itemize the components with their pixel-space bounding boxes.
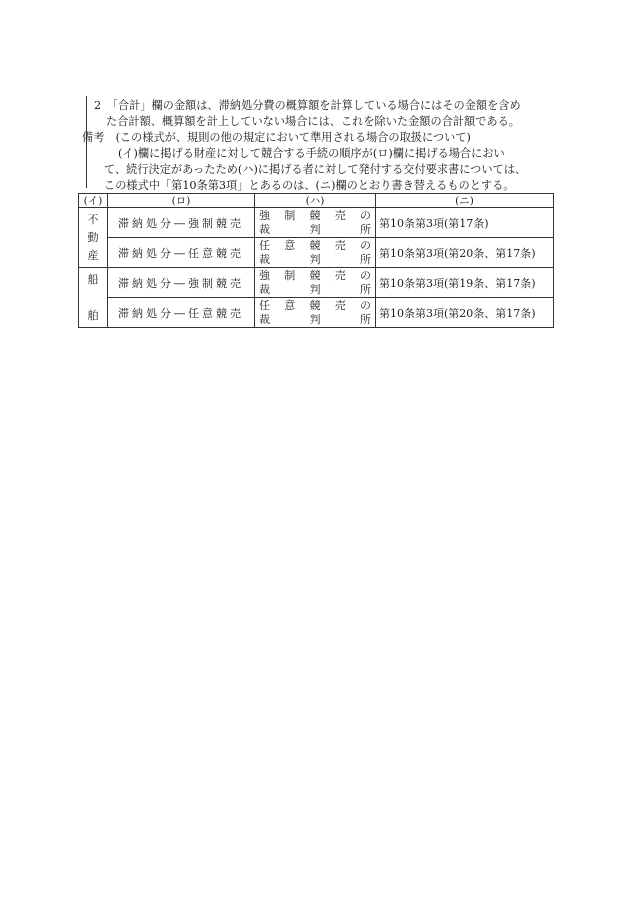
group-char: 舶 — [87, 308, 99, 322]
recipient-char: 所 — [360, 252, 371, 266]
recipient-char: 強 — [259, 208, 270, 222]
recipient-char: 制 — [284, 268, 296, 282]
row-recipient — [255, 208, 376, 238]
note-item-2-line-1: 2 「合計」欄の金額は、滞納処分費の概算額を計算している場合にはその金額を含め — [94, 99, 521, 112]
recipient-char: 売 — [334, 238, 346, 252]
recipient-char: 売 — [334, 298, 346, 312]
row-procedure: 滞納処分―強制競売 — [108, 208, 255, 238]
recipient-char: 強 — [259, 268, 270, 282]
group-char: 動 — [87, 230, 99, 244]
row-procedure: 滞納処分―任意競売 — [108, 238, 255, 268]
row-replacement: 第10条第3項(第17条) — [376, 208, 554, 238]
group-ship — [79, 268, 108, 328]
recipient-char: 競 — [309, 238, 321, 252]
recipient-char: 売 — [334, 208, 346, 222]
table-row — [79, 268, 554, 298]
recipient-char: 裁 — [259, 282, 270, 296]
table-row — [79, 238, 554, 268]
recipient-char: 判 — [309, 282, 321, 296]
row-recipient — [255, 298, 376, 328]
recipient-char: 競 — [309, 298, 321, 312]
header-i: (イ) — [79, 194, 108, 208]
recipient-char: 裁 — [259, 252, 270, 266]
recipient-char: 裁 — [259, 222, 270, 236]
recipient-char: 競 — [309, 268, 321, 282]
recipient-char: 任 — [259, 298, 270, 312]
row-recipient — [255, 238, 376, 268]
recipient-char: 意 — [284, 238, 296, 252]
notes-block — [82, 98, 560, 194]
row-procedure: 滞納処分―強制競売 — [108, 268, 255, 298]
header-ro: (ロ) — [108, 194, 255, 208]
group-real-estate — [79, 208, 108, 268]
recipient-char: 判 — [309, 222, 321, 236]
note-item-2-line-2: た合計額、概算額を計上していない場合には、これを除いた金額の合計額である。 — [106, 115, 520, 128]
row-recipient — [255, 268, 376, 298]
recipient-char: 所 — [360, 282, 371, 296]
recipient-char: 制 — [284, 208, 296, 222]
recipient-char: 売 — [334, 268, 346, 282]
group-char: 産 — [87, 248, 99, 262]
recipient-char: 所 — [360, 312, 371, 326]
recipient-char: の — [360, 298, 371, 312]
recipient-char: の — [360, 268, 371, 282]
recipient-char: 裁 — [259, 312, 270, 326]
table-row — [79, 298, 554, 328]
recipient-char: の — [360, 208, 371, 222]
substitution-table — [78, 193, 554, 328]
row-replacement: 第10条第3項(第19条、第17条) — [376, 268, 554, 298]
biko-paragraph-line-1: (イ)欄に掲げる財産に対して競合する手続の順序が(ロ)欄に掲げる場合におい — [118, 147, 505, 160]
header-ni: (ニ) — [376, 194, 554, 208]
header-ha: (ハ) — [255, 194, 376, 208]
biko-paragraph-line-3: この様式中「第10条第3項」とあるのは、(ニ)欄のとおり書き替えるものとする。 — [104, 179, 515, 192]
recipient-char: 任 — [259, 238, 270, 252]
row-replacement: 第10条第3項(第20条、第17条) — [376, 238, 554, 268]
recipient-char: の — [360, 238, 371, 252]
table-row — [79, 208, 554, 238]
biko-heading: 備考 (この様式が、規則の他の規定において準用される場合の取扱について) — [82, 131, 471, 144]
row-replacement: 第10条第3項(第20条、第17条) — [376, 298, 554, 328]
group-char: 船 — [87, 272, 99, 286]
row-procedure: 滞納処分―任意競売 — [108, 298, 255, 328]
recipient-char: 意 — [284, 298, 296, 312]
biko-paragraph-line-2: て、続行決定があったため(ハ)に掲げる者に対して発付する交付要求書については、 — [104, 163, 527, 176]
recipient-char: 競 — [309, 208, 321, 222]
group-char: 不 — [87, 212, 99, 226]
recipient-char: 所 — [360, 222, 371, 236]
table-header-row — [79, 194, 554, 208]
recipient-char: 判 — [309, 252, 321, 266]
recipient-char: 判 — [309, 312, 321, 326]
